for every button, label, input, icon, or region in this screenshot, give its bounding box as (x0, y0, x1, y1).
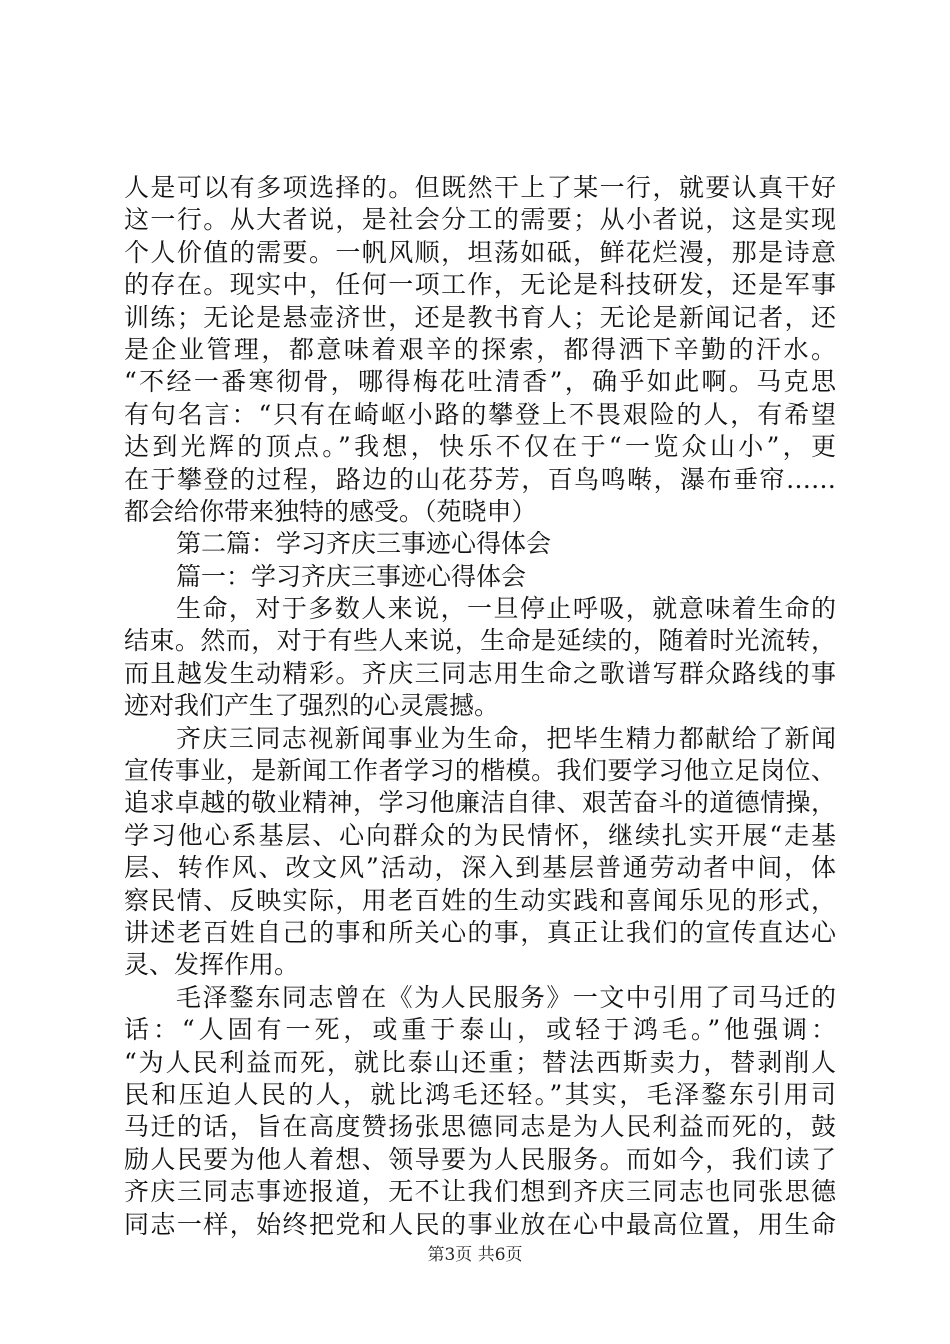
text-line: 都会给你带来独特的感受。（苑晓申） (124, 496, 537, 526)
page-number-label: 第3页 共6页 (427, 1245, 523, 1265)
text-line: 灵、发挥作用。 (124, 950, 300, 980)
text-line: 毛泽鍪东同志曾在《为人民服务》一文中引用了司马迁的 (176, 982, 836, 1012)
text-line: 这一行。从大者说，是社会分工的需要；从小者说，这是实现 (124, 205, 836, 235)
text-line: 齐庆三同志事迹报道，无不让我们想到齐庆三同志也同张思德 (124, 1177, 836, 1207)
text-line: 同志一样，始终把党和人民的事业放在心中最高位置，用生命 (124, 1209, 836, 1239)
text-line: 结束。然而，对于有些人来说，生命是延续的，随着时光流转， (124, 626, 836, 656)
page-footer (0, 1243, 950, 1267)
text-line: 达到光辉的顶点。”我想，快乐不仅在于“一览众山小”，更 (124, 432, 836, 462)
text-line: 讲述老百姓自己的事和所关心的事，真正让我们的宣传直达心 (124, 917, 836, 947)
text-line: 有句名言：“只有在崎岖小路的攀登上不畏艰险的人，有希望 (124, 399, 836, 429)
text-line: 训练；无论是悬壶济世，还是教书育人；无论是新闻记者，还 (124, 302, 836, 332)
text-line: 而且越发生动精彩。齐庆三同志用生命之歌谱写群众路线的事 (124, 658, 836, 688)
text-line: 察民情、反映实际，用老百姓的生动实践和喜闻乐见的形式， (124, 885, 836, 915)
text-line: 宣传事业，是新闻工作者学习的楷模。我们要学习他立足岗位、 (124, 756, 836, 786)
text-line: 马迁的话，旨在高度赞扬张思德同志是为人民利益而死的，鼓 (124, 1112, 836, 1142)
text-line: 生命，对于多数人来说，一旦停止呼吸，就意味着生命的 (176, 594, 836, 624)
text-line: “不经一番寒彻骨，哪得梅花吐清香”，确乎如此啊。马克思 (124, 367, 836, 397)
text-line: 学习他心系基层、心向群众的为民情怀，继续扎实开展“走基 (124, 820, 836, 850)
text-line: 人是可以有多项选择的。但既然干上了某一行，就要认真干好 (124, 173, 836, 202)
text-line: “为人民利益而死，就比泰山还重；替法西斯卖力，替剥削人 (124, 1047, 836, 1077)
text-line: 是企业管理，都意味着艰辛的探索，都得洒下辛勤的汗水。 (124, 334, 836, 364)
document-body (124, 172, 836, 1241)
text-line: 话：“人固有一死，或重于泰山，或轻于鸿毛。”他强调： (124, 1015, 836, 1045)
text-line: 民和压迫人民的人，就比鸿毛还轻。”其实，毛泽鍪东引用司 (124, 1079, 836, 1109)
text-line: 迹对我们产生了强烈的心灵震撼。 (124, 691, 500, 721)
text-line: 层、转作风、改文风”活动，深入到基层普通劳动者中间，体 (124, 853, 836, 883)
section-heading: 第二篇：学习齐庆三事迹心得体会 (176, 529, 552, 559)
section-subheading: 篇一：学习齐庆三事迹心得体会 (176, 561, 527, 591)
text-line: 齐庆三同志视新闻事业为生命，把毕生精力都献给了新闻 (176, 723, 836, 753)
text-line: 励人民要为他人着想、领导要为人民服务。而如今，我们读了 (124, 1144, 836, 1174)
text-line: 个人价值的需要。一帆风顺，坦荡如砥，鲜花烂漫，那是诗意 (124, 237, 836, 267)
text-line: 在于攀登的过程，路边的山花芬芳，百鸟鸣啭，瀑布垂帘…… (124, 464, 836, 494)
text-line: 的存在。现实中，任何一项工作，无论是科技研发，还是军事 (124, 270, 836, 300)
text-line: 追求卓越的敬业精神，学习他廉洁自律、艰苦奋斗的道德情操， (124, 788, 836, 818)
